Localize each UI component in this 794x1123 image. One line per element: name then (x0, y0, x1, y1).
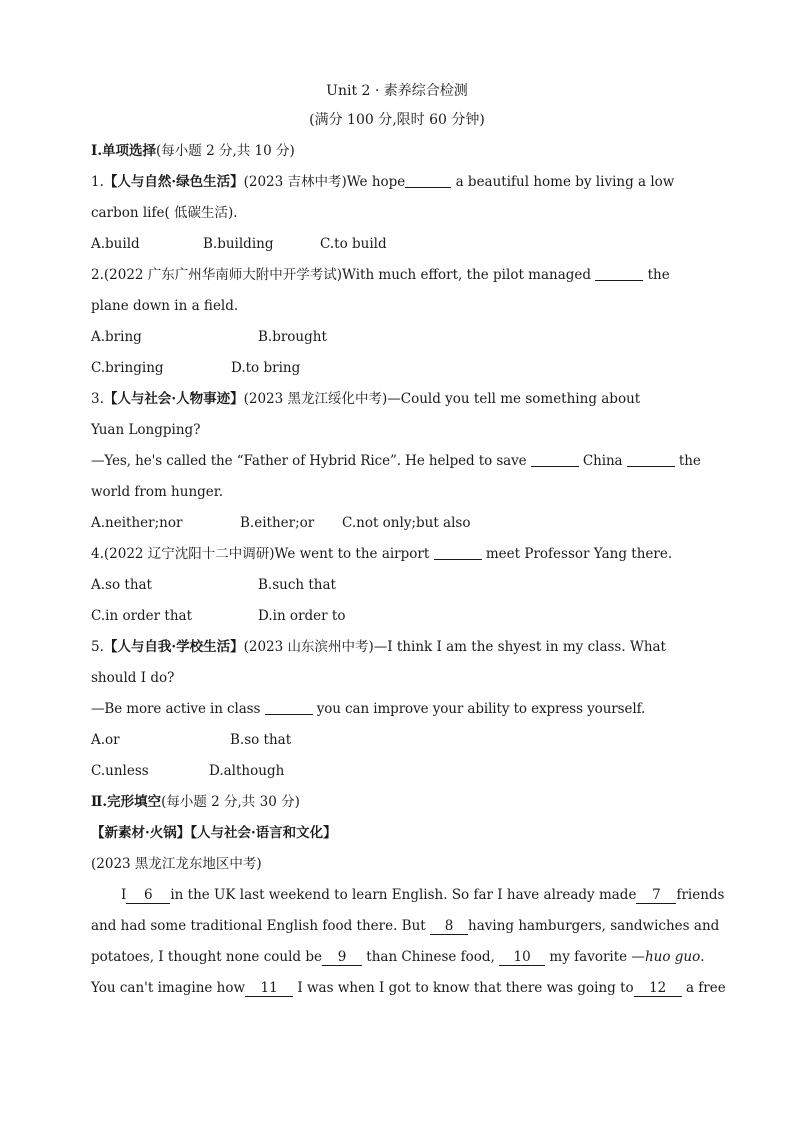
cloze-blank-10[interactable]: 10 (499, 949, 545, 966)
q3-number: 3. (91, 391, 104, 407)
q5-options-row1 (91, 725, 703, 756)
q2-option-b[interactable]: B.brought (258, 329, 327, 345)
q1-tag: 【人与自然·绿色生活】 (103, 174, 244, 190)
cloze-blank-9[interactable]: 9 (322, 949, 362, 966)
q5-option-b[interactable]: B.so that (230, 732, 292, 748)
q3-option-c[interactable]: C.not only;but also (342, 515, 471, 531)
passage-text: You can't imagine how (91, 980, 246, 996)
section-1-note: (每小题 2 分,共 10 分) (156, 143, 295, 159)
section-2-note: (每小题 2 分,共 30 分) (161, 794, 300, 810)
q1-text-b: a beautiful home by living a low (451, 174, 675, 190)
q5-line3 (91, 694, 703, 725)
q5-line1 (91, 632, 703, 663)
q3-tag: 【人与社会·人物事迹】 (103, 391, 244, 407)
q2-line2: plane down in a field. (91, 298, 239, 314)
q1-blank[interactable] (405, 173, 451, 188)
passage-tags: 【新素材·火锅】【人与社会·语言和文化】 (91, 825, 337, 841)
q1-option-b[interactable]: B.building (203, 236, 274, 252)
passage-line-3 (91, 942, 703, 973)
q3-option-b[interactable]: B.either;or (240, 515, 315, 531)
passage-text: friends (676, 887, 725, 903)
q2-tail: the (643, 267, 670, 283)
q2-options-row2 (91, 353, 703, 384)
q4-options-row1 (91, 570, 703, 601)
q4-option-c[interactable]: C.in order that (91, 608, 192, 624)
q5-blank[interactable] (265, 700, 313, 715)
passage-text: having hamburgers, sandwiches and (468, 918, 720, 934)
q1-option-a[interactable]: A.build (91, 236, 140, 252)
q3-line1 (91, 384, 703, 415)
q1-line2: carbon life( 低碳生活). (91, 205, 238, 221)
q5-line2: should I do? (91, 670, 175, 686)
q5-option-d[interactable]: D.although (209, 763, 285, 779)
q4-tail: meet Professor Yang there. (481, 546, 673, 562)
q1-text-a: We hope (346, 174, 406, 190)
passage-line-4 (91, 973, 726, 1004)
q1-options (91, 229, 703, 260)
passage-text: I (121, 887, 127, 903)
q3-options (91, 508, 703, 539)
q4-options-row2 (91, 601, 703, 632)
passage-line-2 (91, 911, 720, 942)
q3-text-b: China (578, 453, 623, 469)
q5-text-b: you can improve your ability to express yourself. (312, 701, 646, 717)
q2-line1 (91, 260, 703, 291)
q2-option-a[interactable]: A.bring (91, 329, 142, 345)
page-title: Unit 2 · 素养综合检测 (326, 83, 468, 99)
passage-line-1 (91, 880, 725, 911)
page-subtitle: (满分 100 分,限时 60 分钟) (309, 112, 485, 128)
q5-tag: 【人与自我·学校生活】 (103, 639, 244, 655)
cloze-blank-8[interactable]: 8 (430, 918, 468, 935)
q1-line1 (91, 167, 703, 198)
q3-line3 (91, 446, 703, 477)
q2-options-row1 (91, 322, 703, 353)
passage-text: my favorite — (545, 949, 645, 965)
q5-option-c[interactable]: C.unless (91, 763, 149, 779)
q2-option-d[interactable]: D.to bring (231, 360, 301, 376)
passage-text: a free (681, 980, 726, 996)
q3-line4: world from hunger. (91, 484, 224, 500)
q3-option-a[interactable]: A.neither;nor (91, 515, 183, 531)
q5-number: 5. (91, 639, 104, 655)
q5-text-a: —Be more active in class (91, 701, 261, 717)
q2-lead: 2.(2022 广东广州华南师大附中开学考试)With much effort, the pilot managed (91, 267, 592, 283)
passage-italic-text: huo guo (644, 949, 701, 965)
q3-blank-1[interactable] (531, 452, 579, 467)
q4-option-d[interactable]: D.in order to (258, 608, 346, 624)
worksheet-page (91, 78, 726, 1004)
q3-text: (2023 黑龙江绥化中考)—Could you tell me something about (243, 391, 641, 407)
q5-options-row2 (91, 756, 703, 787)
section-1-label: Ⅰ.单项选择 (91, 143, 157, 159)
passage-text: in the UK last weekend to learn English. So far I have already made (170, 887, 637, 903)
section-2-heading (91, 787, 703, 818)
passage-text: than Chinese food, (361, 949, 500, 965)
cloze-blank-6[interactable]: 6 (126, 887, 170, 904)
q5-option-a[interactable]: A.or (91, 732, 120, 748)
q3-text-c: the (674, 453, 701, 469)
passage-text: potatoes, I thought none could be (91, 949, 322, 965)
cloze-blank-7[interactable]: 7 (636, 887, 676, 904)
q2-option-c[interactable]: C.bringing (91, 360, 164, 376)
q1-option-c[interactable]: C.to build (320, 236, 387, 252)
q4-lead: 4.(2022 辽宁沈阳十二中调研)We went to the airport (91, 546, 430, 562)
section-2-label: Ⅱ.完形填空 (91, 794, 162, 810)
q2-blank[interactable] (595, 266, 643, 281)
passage-text: I was when I got to know that there was going to (293, 980, 634, 996)
cloze-blank-11[interactable]: 11 (245, 980, 293, 997)
q3-line2: Yuan Longping? (91, 422, 201, 438)
q3-blank-2[interactable] (627, 452, 675, 467)
q1-number: 1. (91, 174, 104, 190)
q4-line1 (91, 539, 703, 570)
passage-source: (2023 黑龙江龙东地区中考) (91, 856, 262, 872)
cloze-blank-12[interactable]: 12 (634, 980, 682, 997)
q4-option-a[interactable]: A.so that (91, 577, 152, 593)
passage-text: . (700, 949, 705, 965)
q4-option-b[interactable]: B.such that (258, 577, 336, 593)
section-1-heading (91, 136, 703, 167)
q1-source: (2023 吉林中考) (243, 174, 347, 190)
q5-text: (2023 山东滨州中考)—I think I am the shyest in my class. What (243, 639, 666, 655)
passage-text: and had some traditional English food there. But (91, 918, 426, 934)
q4-blank[interactable] (434, 545, 482, 560)
q3-text-a: —Yes, he's called the “Father of Hybrid Rice”. He helped to save (91, 453, 527, 469)
